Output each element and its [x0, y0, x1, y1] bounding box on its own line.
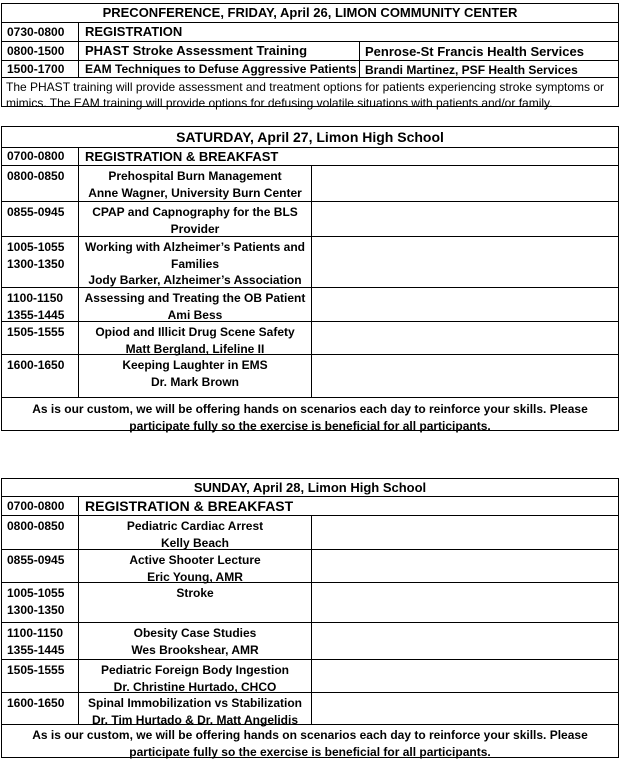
session-title: Stroke [176, 586, 214, 600]
session-cell [79, 322, 312, 354]
notes-cell [312, 322, 618, 354]
notes-cell [312, 550, 618, 582]
time-start: 1505-1555 [7, 325, 65, 339]
time-start: 0855-0945 [7, 553, 65, 567]
table-row [2, 237, 618, 288]
session-speaker: Matt Bergland, Lifeline II [125, 341, 265, 356]
time-cell [2, 583, 79, 622]
time-second: 1300-1350 [7, 603, 65, 617]
time-cell [2, 623, 79, 659]
time-cell [2, 355, 79, 397]
session-title: Working with Alzheimer’s Patients and [84, 240, 306, 254]
time-cell [2, 322, 79, 354]
notes-cell [312, 202, 618, 236]
session-title: EAM Techniques to Defuse Aggressive Patients [79, 61, 360, 77]
table-row [2, 61, 618, 78]
time-cell [2, 166, 79, 201]
preconference-note: The PHAST training will provide assessment and treatment options for patients experiencing stroke symptoms or mimics. The EAM training will provide options for defusing volatile situations with patients and/or family. [6, 80, 605, 110]
time-cell [2, 237, 79, 287]
notes-cell [312, 693, 618, 724]
session-title-cont: Families [170, 256, 220, 271]
time-start: 1005-1055 [7, 586, 65, 600]
session-title: REGISTRATION [85, 24, 183, 39]
table-row [2, 166, 618, 202]
table-row [2, 583, 618, 623]
session-title: Spinal Immobilization vs Stabilization [87, 696, 303, 710]
notes-cell [312, 237, 618, 287]
notes-cell [312, 660, 618, 692]
notes-cell [312, 516, 618, 549]
session-speaker: Eric Young, AMR [147, 569, 243, 584]
session-speaker: Provider [170, 221, 220, 236]
saturday-block [1, 126, 619, 431]
session-cell [79, 237, 312, 287]
time-second: 1300-1350 [7, 257, 65, 271]
session-cell [79, 288, 312, 321]
session-title: Assessing and Treating the OB Patient [84, 291, 306, 305]
session-title: Keeping Laughter in EMS [122, 358, 268, 372]
session-cell [79, 583, 312, 622]
saturday-footer: As is our custom, we will be offering hands on scenarios each day to reinforce your skills. Please participate fully so the exercise is beneficial for all participants. [32, 402, 588, 433]
session-speaker: Dr. Christine Hurtado, CHCO [113, 679, 277, 694]
table-row [2, 42, 618, 61]
session-title: Obesity Case Studies [133, 626, 257, 640]
table-row [2, 322, 618, 355]
session-cell [79, 623, 312, 659]
time-cell [2, 288, 79, 321]
table-row [2, 23, 618, 42]
table-row [2, 202, 618, 237]
time-start: 0800-0850 [7, 519, 65, 533]
time-cell [2, 202, 79, 236]
session-speaker: Anne Wagner, University Burn Center [88, 185, 302, 200]
registration-label: REGISTRATION & BREAKFAST [85, 149, 279, 164]
session-title: Prehospital Burn Management [108, 169, 282, 183]
table-row [2, 355, 618, 398]
time-start: 1600-1650 [7, 358, 65, 372]
sunday-footer: As is our custom, we will be offering hands on scenarios each day to reinforce your skills. Please participate fully so the exercise is beneficial for all participants. [32, 728, 588, 759]
sunday-block [1, 478, 619, 758]
table-row [2, 497, 618, 516]
time-cell: 0700-0800 [2, 148, 79, 165]
session-cell [79, 550, 312, 582]
session-speaker: Dr. Tim Hurtado & Dr. Matt Angelidis [91, 712, 299, 727]
session-cell [79, 202, 312, 236]
time-start: 1100-1150 [7, 626, 64, 640]
time-cell [2, 516, 79, 549]
preconference-title: PRECONFERENCE, FRIDAY, April 26, LIMON COMMUNITY CENTER [2, 4, 618, 23]
time-cell [2, 550, 79, 582]
session-cell [79, 693, 312, 727]
time-cell: 0700-0800 [2, 497, 79, 515]
session-title: Pediatric Cardiac Arrest [126, 519, 264, 533]
session-cell [79, 355, 312, 397]
time-start: 1100-1150 [7, 291, 64, 305]
time-start: 1505-1555 [7, 663, 65, 677]
session-speaker: Ami Bess [167, 307, 223, 322]
notes-cell [312, 355, 618, 397]
table-row [2, 288, 618, 322]
session-org: Brandi Martinez, PSF Health Services [365, 63, 578, 77]
session-cell [79, 166, 312, 201]
time-cell [2, 660, 79, 692]
table-row [2, 660, 618, 693]
session-speaker: Dr. Mark Brown [150, 374, 240, 389]
session-title: Active Shooter Lecture [129, 553, 261, 567]
registration-label: REGISTRATION & BREAKFAST [85, 498, 294, 514]
session-cell [79, 660, 312, 692]
time-start: 1005-1055 [7, 240, 65, 254]
time-start: 0800-0850 [7, 169, 65, 183]
notes-cell [312, 583, 618, 622]
time-start: 1600-1650 [7, 696, 65, 710]
time-start: 0855-0945 [7, 205, 65, 219]
table-row [2, 148, 618, 166]
session-title: PHAST Stroke Assessment Training [79, 42, 360, 60]
table-row [2, 516, 618, 550]
table-row [2, 550, 618, 583]
table-row [2, 693, 618, 725]
notes-cell [312, 288, 618, 321]
time-cell: 0730-0800 [2, 23, 79, 41]
saturday-title: SATURDAY, April 27, Limon High School [2, 127, 618, 148]
preconference-block [1, 3, 619, 110]
time-cell: 1500-1700 [2, 61, 79, 77]
session-speaker: Jody Barker, Alzheimer’s Association [88, 273, 302, 287]
time-second: 1355-1445 [7, 308, 65, 322]
session-org: Penrose-St Francis Health Services [365, 44, 584, 59]
time-cell [2, 693, 79, 724]
session-speaker: Wes Brookshear, AMR [131, 642, 259, 657]
session-title: Opiod and Illicit Drug Scene Safety [95, 325, 295, 339]
time-second: 1355-1445 [7, 643, 65, 657]
session-speaker: Kelly Beach [160, 535, 230, 550]
session-cell [79, 516, 312, 549]
session-title: Pediatric Foreign Body Ingestion [100, 663, 290, 677]
notes-cell [312, 166, 618, 201]
time-cell: 0800-1500 [2, 42, 79, 60]
notes-cell [312, 623, 618, 659]
sunday-title: SUNDAY, April 28, Limon High School [2, 479, 618, 497]
session-title: CPAP and Capnography for the BLS [92, 205, 298, 219]
table-row [2, 623, 618, 660]
